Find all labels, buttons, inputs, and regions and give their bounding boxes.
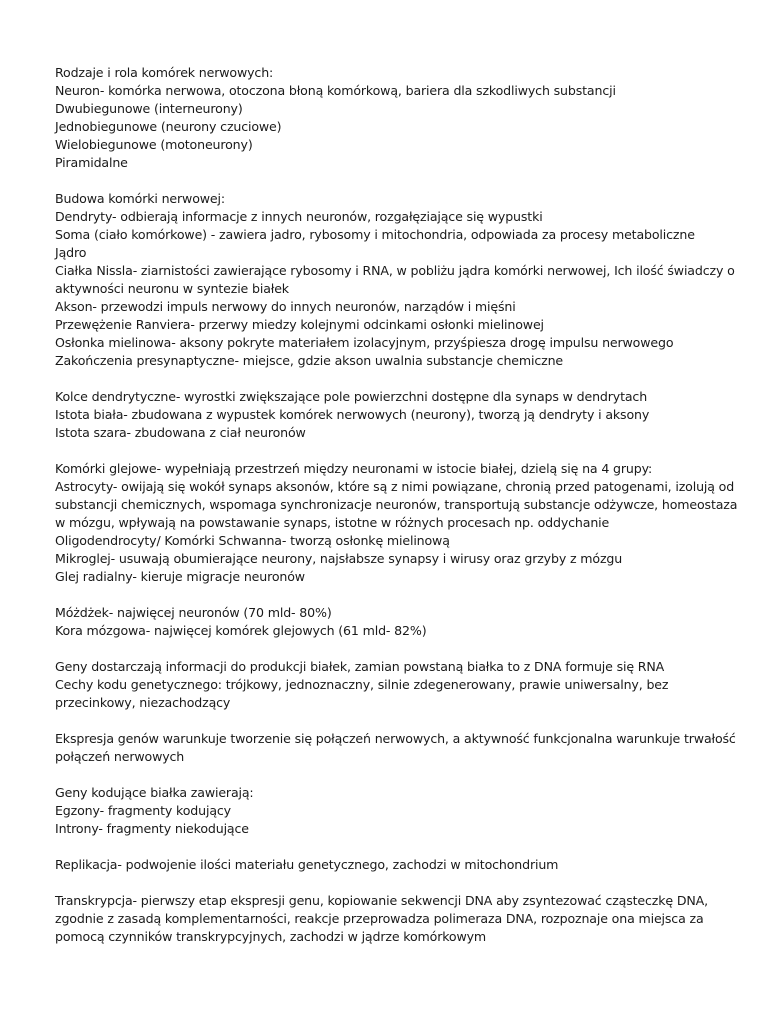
paragraph [55, 604, 745, 640]
text-line: Transkrypcja- pierwszy etap ekspresji genu, kopiowanie sekwencji DNA aby zsyntezować cząsteczkę DNA, zgodnie z zasadą komplementarności, reakcje przeprowadza polimeraza DNA, rozpoznaje ona miejsca za pomocą czynników transkrypcyjnych, zachodzi w jądrze komórkowym [55, 893, 708, 944]
text-line: Zakończenia presynaptyczne- miejsce, gdzie akson uwalnia substancje chemiczne [55, 353, 564, 368]
paragraph [55, 784, 745, 838]
text-line: Glej radialny- kieruje migracje neuronów [55, 569, 305, 584]
text-line: Istota biała- zbudowana z wypustek komórek nerwowych (neurony), tworzą ją dendryty i aksony [55, 407, 650, 422]
text-line: Piramidalne [55, 155, 128, 170]
text-line: Dendryty- odbierają informacje z innych neuronów, rozgałęziające się wypustki [55, 209, 543, 224]
paragraph [55, 856, 745, 874]
text-line: Introny- fragmenty niekodujące [55, 821, 249, 836]
text-line: Budowa komórki nerwowej: [55, 191, 225, 206]
text-line: Komórki glejowe- wypełniają przestrzeń między neuronami w istocie białej, dzielą się na 4 grupy: [55, 461, 653, 476]
text-line: Ekspresja genów warunkuje tworzenie się połączeń nerwowych, a aktywność funkcjonalna warunkuje trwałość połączeń nerwowych [55, 731, 736, 764]
text-line: Istota szara- zbudowana z ciał neuronów [55, 425, 306, 440]
text-line: Replikacja- podwojenie ilości materiału genetycznego, zachodzi w mitochondrium [55, 857, 559, 872]
text-line: Wielobiegunowe (motoneurony) [55, 137, 253, 152]
paragraph [55, 64, 745, 172]
text-line: Kora mózgowa- najwięcej komórek glejowych (61 mld- 82%) [55, 623, 427, 638]
text-line: Soma (ciało komórkowe) - zawiera jadro, rybosomy i mitochondria, odpowiada za procesy metaboliczne [55, 227, 695, 242]
text-line: Neuron- komórka nerwowa, otoczona błoną komórkową, bariera dla szkodliwych substancji [55, 83, 616, 98]
text-line: Rodzaje i rola komórek nerwowych: [55, 65, 274, 80]
text-line: Cechy kodu genetycznego: trójkowy, jednoznaczny, silnie zdegenerowany, prawie uniwersalny, bez przecinkowy, niezachodzący [55, 677, 669, 710]
text-line: Mikroglej- usuwają obumierające neurony, najsłabsze synapsy i wirusy oraz grzyby z mózgu [55, 551, 623, 566]
text-line: Dwubiegunowe (interneurony) [55, 101, 243, 116]
document-body [55, 64, 745, 964]
text-line: Jednobiegunowe (neurony czuciowe) [55, 119, 282, 134]
paragraph [55, 460, 745, 586]
paragraph [55, 730, 745, 766]
paragraph [55, 190, 745, 370]
paragraph [55, 388, 745, 442]
text-line: Osłonka mielinowa- aksony pokryte materiałem izolacyjnym, przyśpiesza drogę impulsu nerwowego [55, 335, 674, 350]
text-line: Geny dostarczają informacji do produkcji białek, zamian powstaną białka to z DNA formuje się RNA [55, 659, 665, 674]
text-line: Egzony- fragmenty kodujący [55, 803, 231, 818]
text-line: Przewężenie Ranviera- przerwy miedzy kolejnymi odcinkami osłonki mielinowej [55, 317, 544, 332]
paragraph [55, 658, 745, 712]
text-line: Oligodendrocyty/ Komórki Schwanna- tworzą osłonkę mielinową [55, 533, 450, 548]
text-line: Geny kodujące białka zawierają: [55, 785, 254, 800]
text-line: Ciałka Nissla- ziarnistości zawierające rybosomy i RNA, w pobliżu jądra komórki nerwowej, Ich ilość świadczy o aktywności neuronu w syntezie białek [55, 263, 735, 296]
text-line: Móżdżek- najwięcej neuronów (70 mld- 80%) [55, 605, 332, 620]
text-line: Akson- przewodzi impuls nerwowy do innych neuronów, narządów i mięśni [55, 299, 516, 314]
paragraph [55, 892, 745, 946]
text-line: Kolce dendrytyczne- wyrostki zwiększające pole powierzchni dostępne dla synaps w dendrytach [55, 389, 648, 404]
text-line: Jądro [55, 245, 87, 260]
text-line: Astrocyty- owijają się wokół synaps aksonów, które są z nimi powiązane, chronią przed patogenami, izolują od substancji chemicznych, wspomaga synchronizacje neuronów, transportują substancje odżywcze, homeostaza w mózgu, wpływają na powstawanie synaps, istotne w różnych procesach np. oddychanie [55, 479, 738, 530]
